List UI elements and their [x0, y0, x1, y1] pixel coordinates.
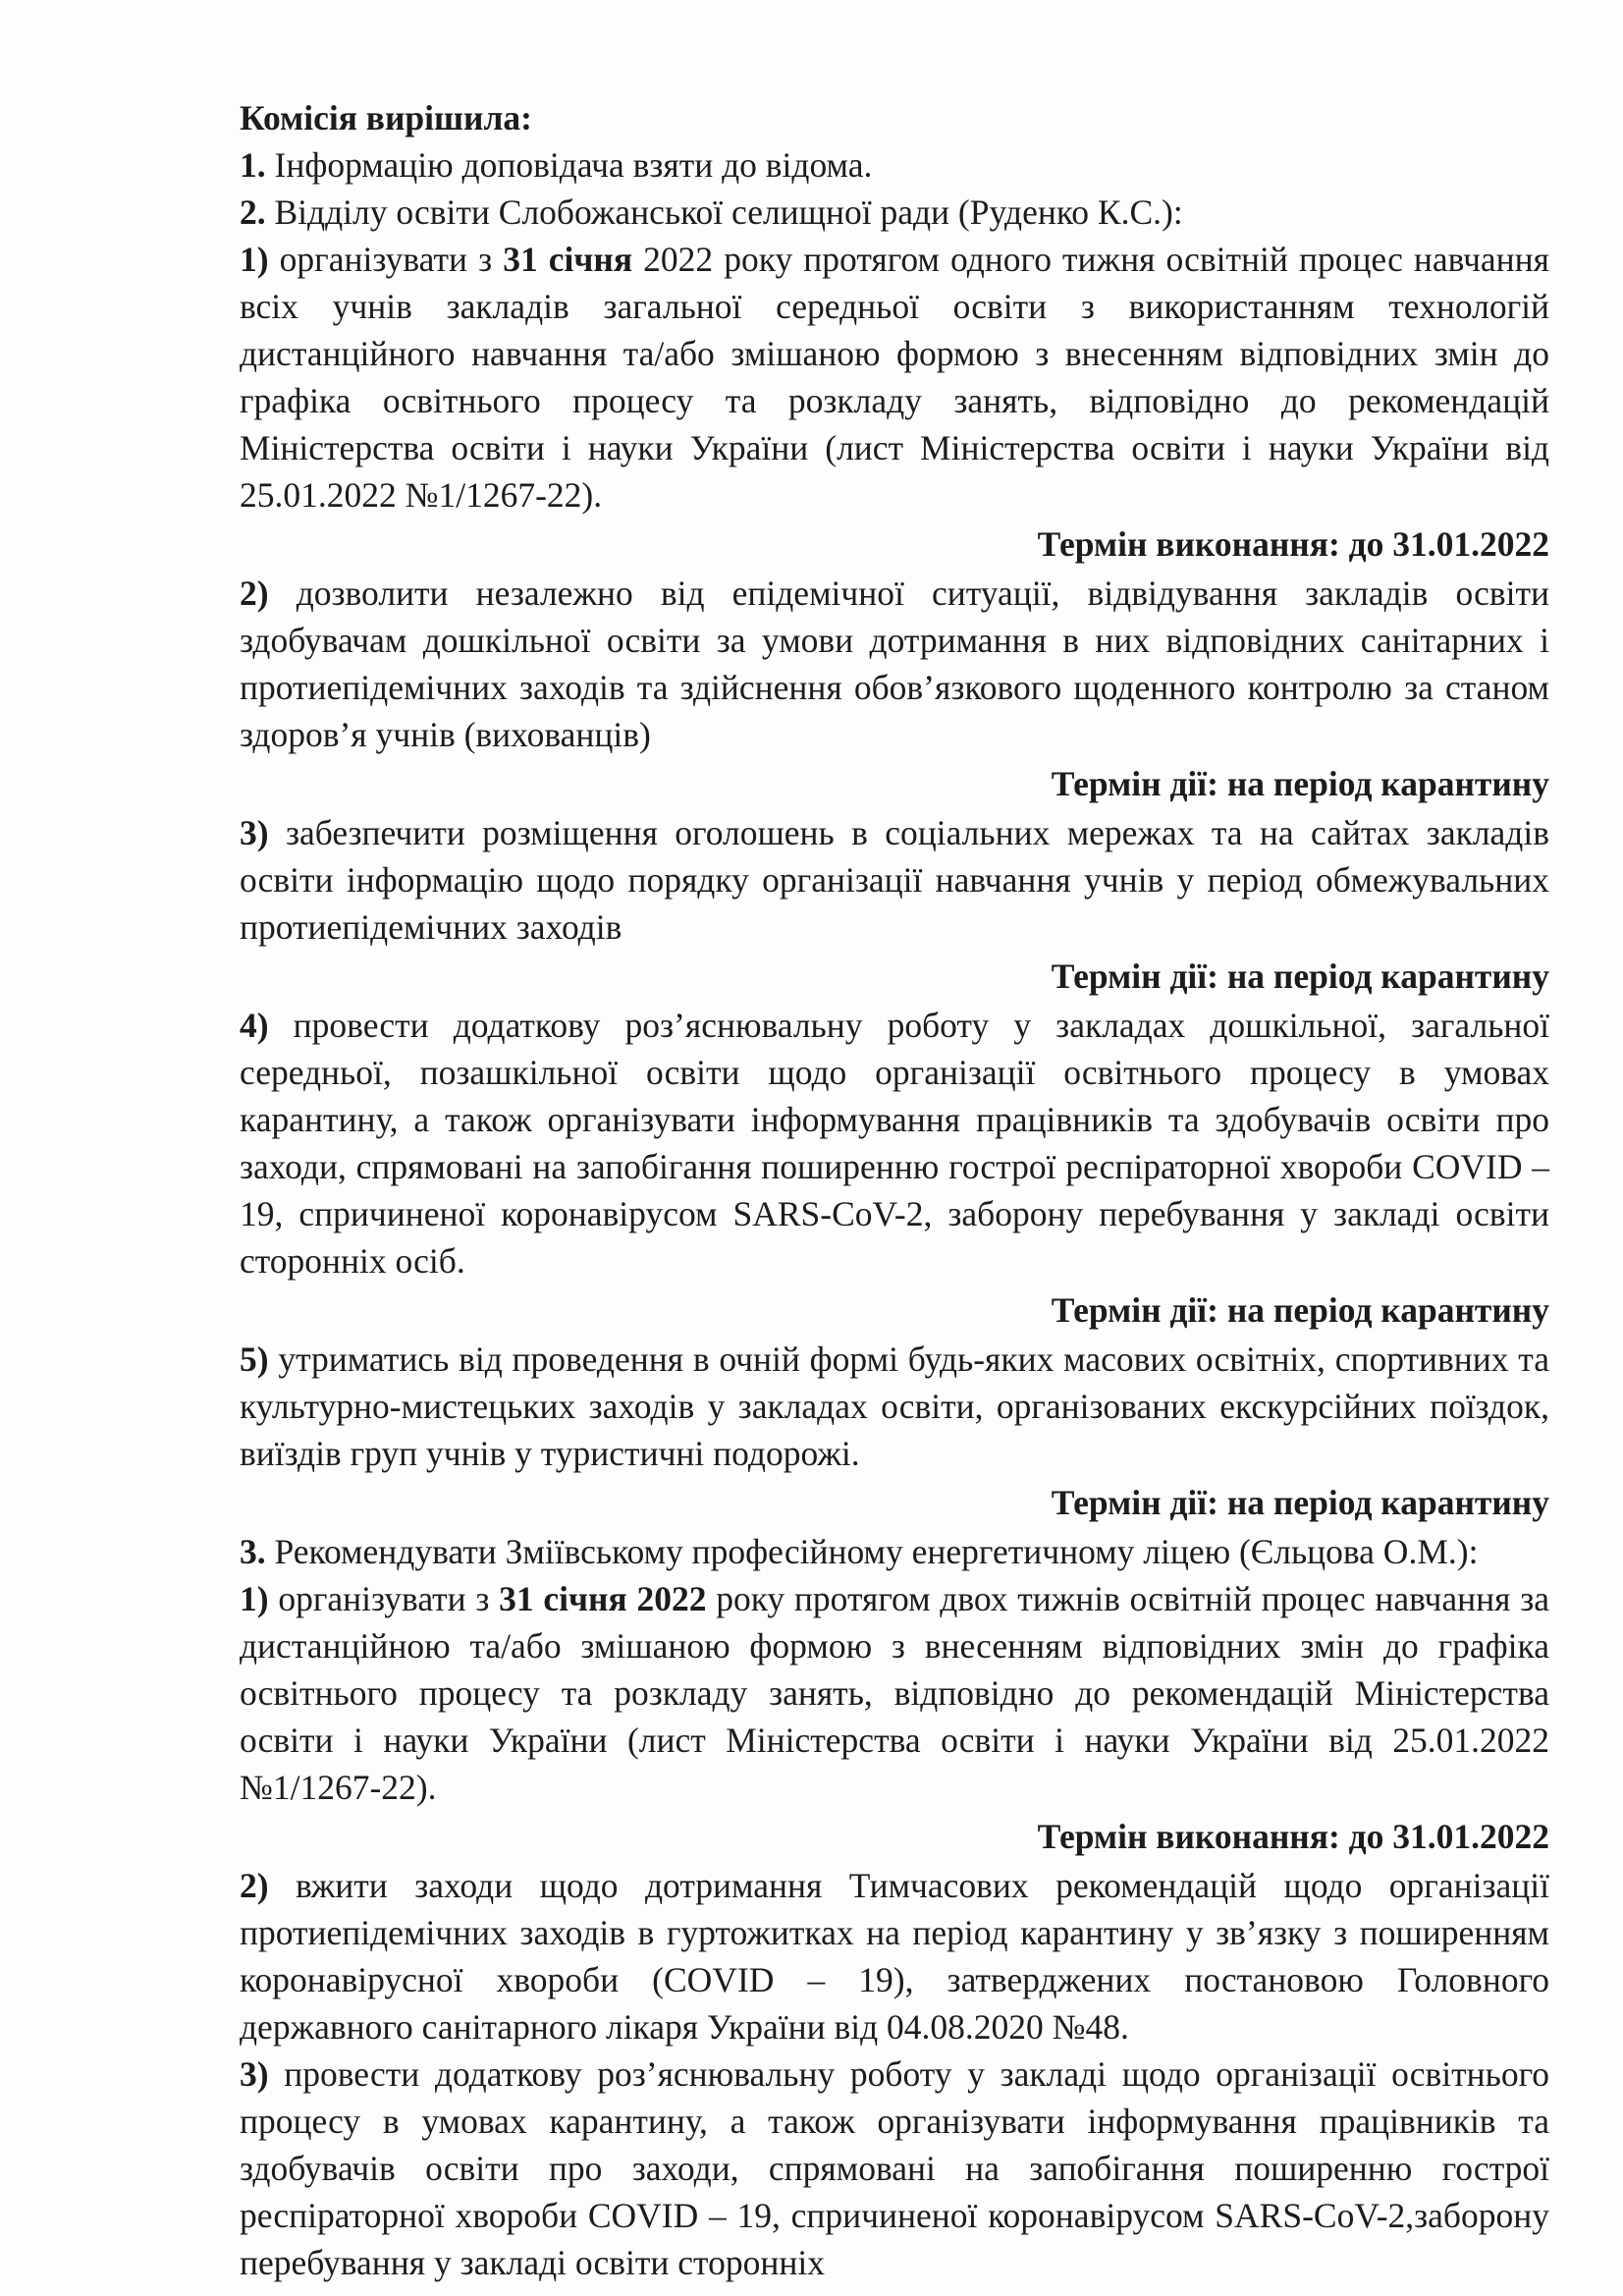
deadline-2-3: Термін дії: на період карантину [1051, 957, 1549, 996]
item-3 [240, 1528, 1549, 1575]
subitem-number: 3) [240, 2054, 269, 2094]
subitem-2-1 [240, 236, 1549, 519]
subitem-3-1 [240, 1575, 1549, 1811]
item-text: Відділу освіти Слобожанської селищної ради (Руденко К.С.): [265, 192, 1183, 232]
deadline-3-1: Термін виконання: до 31.01.2022 [1037, 1817, 1549, 1856]
deadline-2-4: Термін дії: на період карантину [1051, 1290, 1549, 1330]
subitem-text: 2022 року протягом одного тижня освітній процес навчання всіх учнів закладів загальної середньої освіти з використанням технологій дистанційного навчання та/або змішаною формою з внесенням відповідних змін до графіка освітнього процесу та розкладу занять, відповідно до рекомендацій Міністерства освіти і науки України (лист Міністерства освіти і науки України від 25.01.2022 №1/1267-22). [240, 240, 1550, 515]
subitem-text: вжити заходи щодо дотримання Тимчасових рекомендацій щодо організації протиепідемічних заходів в гуртожитках на період карантину у зв’язку з поширенням коронавірусної хвороби (COVID – 19), затверджених постановою Головного державного санітарного лікаря України від 04.08.2020 №48. [240, 1866, 1549, 2047]
item-number: 1. [240, 145, 266, 185]
subitem-2-2 [240, 570, 1549, 758]
subitem-text: організувати з [268, 1579, 500, 1618]
subitem-3-2 [240, 1862, 1549, 2050]
subitem-number: 2) [240, 574, 269, 613]
deadline-2-1: Термін виконання: до 31.01.2022 [1037, 524, 1549, 564]
subitem-text: забезпечити розміщення оголошень в соціальних мережах та на сайтах закладів освіти інформацію щодо порядку організації навчання учнів у період обмежувальних протиепідемічних заходів [240, 813, 1549, 947]
subitem-text: провести додаткову роз’яснювальну роботу у закладах дошкільної, загальної середньої, позашкільної освіти щодо організації освітнього процесу в умовах карантину, а також організувати інформування працівників та здобувачів освіти про заходи, спрямовані на запобігання поширенню гострої респіраторної хвороби COVID – 19, спричиненої коронавірусом SARS-CoV-2, заборону перебування у закладі освіти сторонніх осіб. [240, 1006, 1549, 1281]
decision-heading: Комісія вирішила: [240, 98, 532, 137]
deadline-2-5: Термін дії: на період карантину [1051, 1483, 1549, 1522]
item-number: 3. [240, 1532, 266, 1571]
subitem-date: 31 січня [503, 240, 633, 279]
subitem-2-5 [240, 1336, 1549, 1477]
subitem-number: 1) [240, 240, 269, 279]
subitem-date: 31 січня 2022 [499, 1579, 707, 1618]
item-1 [240, 141, 1549, 189]
subitem-3-3 [240, 2050, 1549, 2286]
document-body [240, 94, 1549, 2286]
subitem-number: 2) [240, 1866, 269, 1905]
subitem-text: утриматись від проведення в очній формі будь-яких масових освітніх, спортивних та культурно-мистецьких заходів у закладах освіти, організованих екскурсійних поїздок, виїздів груп учнів у туристичні подорожі. [240, 1339, 1549, 1473]
subitem-text: організувати з [268, 240, 504, 279]
item-text: Інформацію доповідача взяти до відома. [265, 145, 873, 185]
deadline-2-2: Термін дії: на період карантину [1051, 764, 1549, 803]
subitem-2-3 [240, 809, 1549, 951]
subitem-2-4 [240, 1002, 1549, 1285]
subitem-text: провести додаткову роз’яснювальну роботу у закладі щодо організації освітнього процесу в умовах карантину, а також організувати інформування працівників та здобувачів освіти про заходи, спрямовані на запобігання поширенню гострої респіраторної хвороби COVID – 19, спричиненої коронавірусом SARS-CoV-2,заборону перебування у закладі освіти сторонніх [240, 2054, 1549, 2282]
item-number: 2. [240, 192, 266, 232]
subitem-text: року протягом двох тижнів освітній процес навчання за дистанційною та/або змішаною формою з внесенням відповідних змін до графіка освітнього процесу та розкладу занять, відповідно до рекомендацій Міністерства освіти і науки України (лист Міністерства освіти і науки України від 25.01.2022 №1/1267-22). [240, 1579, 1549, 1807]
subitem-number: 1) [240, 1579, 269, 1618]
subitem-text: дозволити незалежно від епідемічної ситуації, відвідування закладів освіти здобувачам дошкільної освіти за умови дотримання в них відповідних санітарних і протиепідемічних заходів та здійснення обов’язкового щоденного контролю за станом здоров’я учнів (вихованців) [240, 574, 1549, 754]
item-2 [240, 189, 1549, 236]
subitem-number: 5) [240, 1339, 269, 1379]
item-text: Рекомендувати Зміївському професійному енергетичному ліцею (Єльцова О.М.): [265, 1532, 1479, 1571]
subitem-number: 3) [240, 813, 269, 852]
subitem-number: 4) [240, 1006, 269, 1045]
